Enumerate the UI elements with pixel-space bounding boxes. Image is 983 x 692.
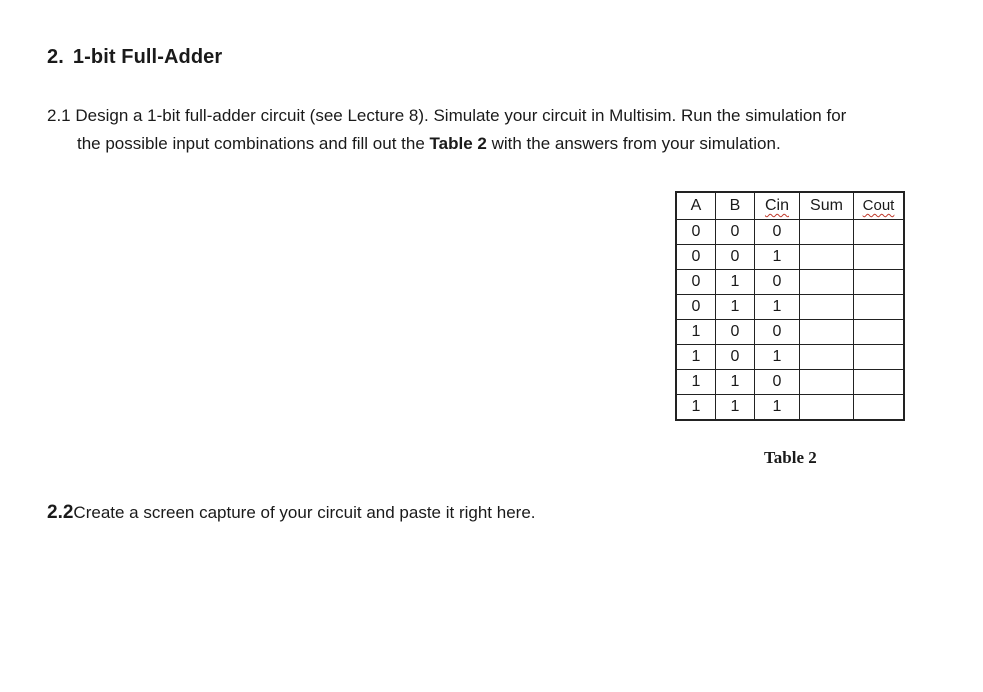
paragraph-2-2-text: Create a screen capture of your circuit and paste it right here.: [73, 503, 536, 522]
cell-a: 0: [676, 270, 716, 295]
table-row: [676, 345, 904, 370]
table-caption: Table 2: [764, 448, 817, 467]
cell-b: 0: [716, 345, 755, 370]
cell-a: 0: [676, 295, 716, 320]
table-row: [676, 320, 904, 345]
cell-sum: [800, 295, 854, 320]
cell-b: 1: [716, 395, 755, 421]
cell-cout: [854, 245, 905, 270]
section-title: 1-bit Full-Adder: [72, 46, 223, 68]
paragraph-2-1-line2-pre: the possible input combinations and fill out the: [77, 134, 430, 153]
paragraph-2-1-line1: 2.1 Design a 1-bit full-adder circuit (see Lecture 8). Simulate your circuit in Multisim. Run the simulation for: [47, 106, 847, 125]
truth-table: [675, 191, 905, 421]
cell-a: 1: [676, 370, 716, 395]
table-reference: Table 2: [429, 134, 487, 153]
paragraph-2-2-number: 2.2: [47, 502, 74, 523]
cell-cin: 0: [755, 370, 800, 395]
cell-b: 0: [716, 320, 755, 345]
cell-cout: [854, 345, 905, 370]
cell-cin: 0: [755, 270, 800, 295]
header-sum: Sum: [800, 192, 854, 220]
cell-cin: 1: [755, 395, 800, 421]
table-row: [676, 270, 904, 295]
cell-cout: [854, 295, 905, 320]
table-row: [676, 395, 904, 421]
truth-table-body: [676, 220, 904, 421]
cell-sum: [800, 345, 854, 370]
cell-sum: [800, 245, 854, 270]
cell-sum: [800, 320, 854, 345]
header-b: B: [716, 192, 755, 220]
header-cout-label: Cout: [862, 197, 895, 214]
cell-b: 1: [716, 270, 755, 295]
paragraph-2-2: [47, 502, 536, 524]
section-number: 2.: [47, 46, 64, 68]
cell-b: 0: [716, 245, 755, 270]
header-a: A: [676, 192, 716, 220]
table-row: [676, 245, 904, 270]
paragraph-2-1-line2: [47, 130, 927, 158]
table-row: [676, 370, 904, 395]
cell-a: 0: [676, 220, 716, 245]
cell-cin: 1: [755, 245, 800, 270]
cell-a: 1: [676, 320, 716, 345]
cell-sum: [800, 220, 854, 245]
header-cout: [854, 192, 905, 220]
cell-cin: 1: [755, 345, 800, 370]
cell-a: 0: [676, 245, 716, 270]
cell-sum: [800, 270, 854, 295]
cell-cin: 1: [755, 295, 800, 320]
cell-sum: [800, 370, 854, 395]
paragraph-2-1-line2-post: with the answers from your simulation.: [486, 134, 781, 153]
cell-cin: 0: [755, 320, 800, 345]
table-row: [676, 220, 904, 245]
header-cin-label: Cin: [764, 197, 789, 214]
paragraph-2-1: [47, 102, 927, 158]
cell-a: 1: [676, 345, 716, 370]
cell-cout: [854, 370, 905, 395]
truth-table-header-row: [676, 192, 904, 220]
cell-cout: [854, 270, 905, 295]
cell-sum: [800, 395, 854, 421]
cell-a: 1: [676, 395, 716, 421]
cell-cout: [854, 395, 905, 421]
cell-b: 1: [716, 295, 755, 320]
header-cin: [755, 192, 800, 220]
cell-b: 1: [716, 370, 755, 395]
cell-cin: 0: [755, 220, 800, 245]
cell-cout: [854, 320, 905, 345]
table-row: [676, 295, 904, 320]
cell-cout: [854, 220, 905, 245]
section-heading: [47, 46, 222, 69]
cell-b: 0: [716, 220, 755, 245]
